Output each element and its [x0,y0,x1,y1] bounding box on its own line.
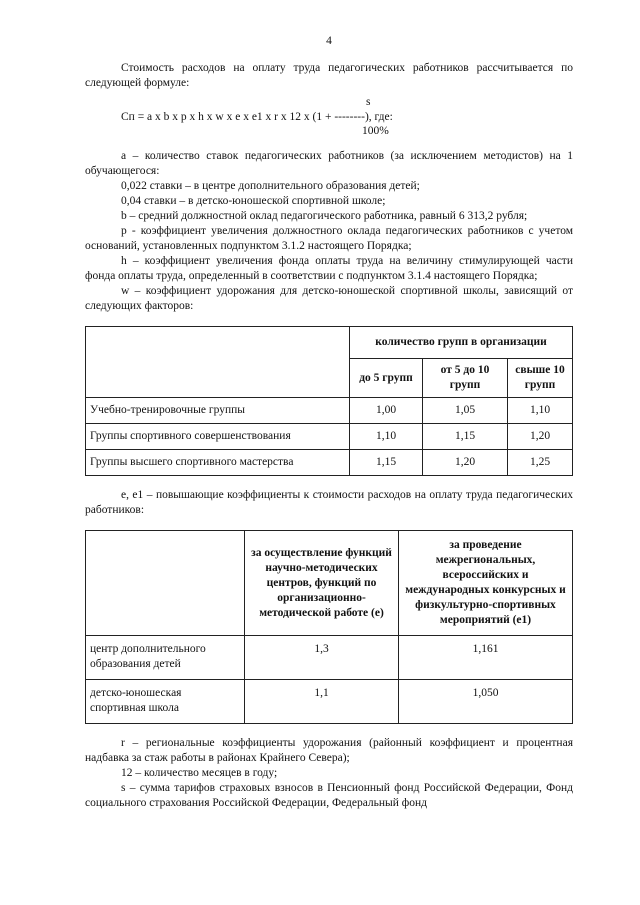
table-row [86,398,573,424]
table2-empty-header [86,531,245,636]
table2-cell: 1,050 [399,680,573,724]
table2-cell: 1,161 [399,636,573,680]
table1-cell: 1,20 [508,424,573,450]
table1-col-header: до 5 групп [350,359,423,398]
paragraph-12: 12 – количество месяцев в году; [121,767,278,779]
coefficient-w-table [85,326,573,476]
table1-cell: 1,25 [508,450,573,476]
cost-formula [85,95,573,139]
table2-col-header: за проведение межрегиональных, всероссийских и международных конкурсных и физкультурно-спортивных мероприятий (е1) [399,531,573,636]
paragraph-s: s – сумма тарифов страховых взносов в Пенсионный фонд Российской Федерации, Фонд социального страхования Российской Федерации, Федеральный фонд [85,782,573,809]
table1-cell: 1,20 [423,450,508,476]
page-number: 4 [326,35,332,47]
table2-row-label: детско-юношеская спортивная школа [86,680,245,724]
table1-row-label: Группы спортивного совершенствования [86,424,350,450]
table2-col-header: за осуществление функций научно-методических центров, функций по организационно-методической работе (е) [245,531,399,636]
formula-denominator: 100% [362,125,389,137]
table-row [86,680,573,724]
table2-cell: 1,1 [245,680,399,724]
table1-group-header: количество групп в организации [350,327,573,359]
table1-row-label: Учебно-тренировочные группы [86,398,350,424]
table1-col-header: от 5 до 10 групп [423,359,508,398]
paragraph-r: r – региональные коэффициенты удорожания (районный коэффициент и процентная надбавка за стаж работы в районах Крайнего Севера); [85,737,573,764]
table-row [86,424,573,450]
table1-cell: 1,10 [350,424,423,450]
table1-col-header: свыше 10 групп [508,359,573,398]
table1-empty-header [86,327,350,398]
paragraph-e: е, е1 – повышающие коэффициенты к стоимости расходов на оплату труда педагогических работников: [85,489,573,516]
paragraph-p: p - коэффициент увеличения должностного оклада педагогических работников с учетом оснований, установленных подпунктом 3.1.2 настоящего Порядка; [85,225,573,252]
formula-main-line: Сп = a x b x p x h x w x e x e1 x r x 12 x (1 + --------), где: [121,111,393,123]
table-row [86,636,573,680]
paragraph-h: h – коэффициент увеличения фонда оплаты труда на величину стимулирующей части фонда оплаты труда, определенный в соответствии с подпунктом 3.1.4 настоящего Порядка; [85,255,573,282]
table1-row-label: Группы высшего спортивного мастерства [86,450,350,476]
paragraph-a-school: 0,04 ставки – в детско-юношеской спортивной школе; [121,195,386,207]
table2-cell: 1,3 [245,636,399,680]
paragraph-w: w – коэффициент удорожания для детско-юношеской спортивной школы, зависящий от следующих факторов: [85,285,573,312]
formula-numerator: s [366,96,371,108]
paragraph-a-center: 0,022 ставки – в центре дополнительного образования детей; [121,180,420,192]
table2-row-label: центр дополнительного образования детей [86,636,245,680]
paragraph-b: b – средний должностной оклад педагогического работника, равный 6 313,2 рубля; [121,210,528,222]
coefficient-e-table [85,530,573,724]
table1-cell: 1,15 [423,424,508,450]
table1-cell: 1,15 [350,450,423,476]
document-page [85,34,573,811]
table1-cell: 1,00 [350,398,423,424]
table-row [86,450,573,476]
table1-cell: 1,05 [423,398,508,424]
table1-cell: 1,10 [508,398,573,424]
intro-paragraph: Стоимость расходов на оплату труда педагогических работников рассчитывается по следующей формуле: [85,62,573,89]
paragraph-a: а – количество ставок педагогических работников (за исключением методистов) на 1 обучающегося: [85,150,573,177]
